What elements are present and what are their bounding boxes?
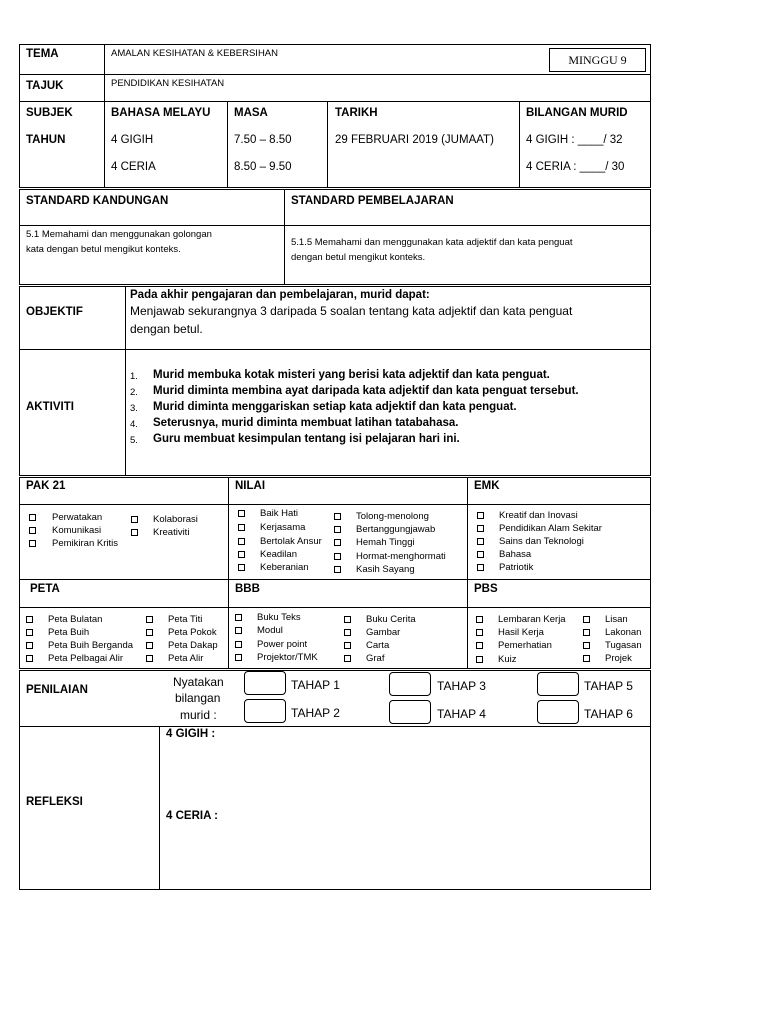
pbs-option: Tugasan <box>605 640 642 651</box>
table-border <box>650 286 651 476</box>
peta-checkbox[interactable] <box>146 616 153 623</box>
objektif-label: OBJEKTIF <box>26 306 83 318</box>
kelas-gigih: 4 GIGIH <box>111 134 154 146</box>
pbs-option: Projek <box>605 653 632 664</box>
nilai-option: Hemah Tinggi <box>356 537 415 548</box>
nilai-checkbox[interactable] <box>238 564 245 571</box>
standard-pembelajaran-label: STANDARD PEMBELAJARAN <box>291 195 454 207</box>
peta-option: Peta Pokok <box>168 627 217 638</box>
pbs-option: Lakonan <box>605 627 642 638</box>
nilai-option: Bertolak Ansur <box>260 536 322 547</box>
pbs-option: Lembaran Kerja <box>498 614 566 625</box>
emk-checkbox[interactable] <box>477 512 484 519</box>
peta-checkbox[interactable] <box>26 616 33 623</box>
table-border <box>650 189 651 285</box>
tarikh-label: TARIKH <box>335 107 378 119</box>
pbs-checkbox[interactable] <box>583 655 590 662</box>
tahap-3-label: TAHAP 3 <box>437 679 486 693</box>
aktiviti-label: AKTIVITI <box>26 401 74 413</box>
aktiviti-num: 3. <box>130 403 138 414</box>
bbb-option: Gambar <box>366 627 401 638</box>
emk-option: Sains dan Teknologi <box>499 536 584 547</box>
nilai-option: Keadilan <box>260 549 297 560</box>
nilai-checkbox[interactable] <box>238 524 245 531</box>
table-border <box>19 286 20 476</box>
bbb-checkbox[interactable] <box>235 627 242 634</box>
tahap-1-label: TAHAP 1 <box>291 678 340 692</box>
table-border <box>19 349 651 350</box>
subjek-label: SUBJEK <box>26 107 73 119</box>
tahun-label: TAHUN <box>26 134 66 146</box>
tahap-6-label: TAHAP 6 <box>584 707 633 721</box>
penilaian-prompt: murid : <box>180 708 217 722</box>
nilai-checkbox[interactable] <box>238 510 245 517</box>
tahap-2-label: TAHAP 2 <box>291 706 340 720</box>
penilaian-prompt: bilangan <box>175 691 221 705</box>
table-border <box>159 726 160 890</box>
table-border <box>228 477 229 669</box>
table-border <box>19 668 651 669</box>
pak21-label: PAK 21 <box>26 480 66 492</box>
table-border <box>19 189 20 285</box>
pbs-checkbox[interactable] <box>583 642 590 649</box>
standard-kandungan-line1: 5.1 Memahami dan menggunakan golongan <box>26 229 212 240</box>
table-border <box>19 74 651 75</box>
emk-option: Patriotik <box>499 562 534 573</box>
aktiviti-item: Murid diminta menggariskan setiap kata adjektif dan kata penguat. <box>153 401 517 413</box>
emk-checkbox[interactable] <box>477 525 484 532</box>
table-border <box>19 889 651 890</box>
bilangan-label: BILANGAN MURID <box>526 107 628 119</box>
aktiviti-item: Seterusnya, murid diminta membuat latihan tatabahasa. <box>153 417 459 429</box>
tahap-4-label: TAHAP 4 <box>437 707 486 721</box>
bbb-checkbox[interactable] <box>235 641 242 648</box>
pak21-option: Kolaborasi <box>153 514 198 525</box>
table-border <box>19 504 651 505</box>
table-border <box>19 101 651 102</box>
objektif-line1: Menjawab sekurangnya 3 daripada 5 soalan tentang kata adjektif dan kata penguat <box>130 304 573 318</box>
peta-option: Peta Bulatan <box>48 614 103 625</box>
pak21-checkbox[interactable] <box>131 529 138 536</box>
peta-checkbox[interactable] <box>26 642 33 649</box>
nilai-checkbox[interactable] <box>334 539 341 546</box>
pbs-option: Pemerhatian <box>498 640 552 651</box>
masa-ceria: 8.50 – 9.50 <box>234 161 292 173</box>
nilai-checkbox[interactable] <box>334 513 341 520</box>
subjek-value: BAHASA MELAYU <box>111 107 211 119</box>
aktiviti-num: 1. <box>130 371 138 382</box>
nilai-checkbox[interactable] <box>238 551 245 558</box>
pak21-checkbox[interactable] <box>131 516 138 523</box>
nilai-checkbox[interactable] <box>334 566 341 573</box>
pak21-checkbox[interactable] <box>29 540 36 547</box>
tahap-4-input[interactable] <box>389 700 431 724</box>
penilaian-prompt: Nyatakan <box>173 675 224 689</box>
aktiviti-item: Murid membuka kotak misteri yang berisi kata adjektif dan kata penguat. <box>153 369 550 381</box>
pbs-option: Kuiz <box>498 654 517 665</box>
peta-checkbox[interactable] <box>146 629 153 636</box>
nilai-checkbox[interactable] <box>334 553 341 560</box>
table-border <box>650 670 651 890</box>
table-border <box>19 670 20 890</box>
tahap-6-input[interactable] <box>537 700 579 724</box>
peta-option: Peta Buih <box>48 627 90 638</box>
table-border <box>519 101 520 188</box>
table-border <box>19 286 651 287</box>
table-border <box>19 44 20 188</box>
minggu-text: MINGGU 9 <box>568 53 627 67</box>
table-border <box>19 225 651 226</box>
nilai-option: Kasih Sayang <box>356 564 415 575</box>
table-border <box>650 44 651 188</box>
bbb-checkbox[interactable] <box>235 654 242 661</box>
bbb-option: Buku Cerita <box>366 614 416 625</box>
emk-checkbox[interactable] <box>477 564 484 571</box>
table-border <box>104 44 105 188</box>
table-border <box>19 475 651 476</box>
pak21-option: Perwatakan <box>52 512 103 523</box>
emk-option: Pendidikan Alam Sekitar <box>499 523 602 534</box>
emk-checkbox[interactable] <box>477 551 484 558</box>
emk-label: EMK <box>474 480 500 492</box>
kelas-ceria: 4 CERIA <box>111 161 156 173</box>
masa-gigih: 7.50 – 8.50 <box>234 134 292 146</box>
bbb-option: Graf <box>366 653 385 664</box>
bilangan-gigih: 4 GIGIH : ____/ 32 <box>526 134 623 146</box>
aktiviti-item: Murid diminta membina ayat daripada kata adjektif dan kata penguat tersebut. <box>153 385 579 397</box>
bbb-option: Power point <box>257 639 308 650</box>
standard-kandungan-label: STANDARD KANDUNGAN <box>26 195 169 207</box>
pbs-checkbox[interactable] <box>476 616 483 623</box>
peta-label: PETA <box>30 583 60 595</box>
table-border <box>227 101 228 188</box>
pbs-checkbox[interactable] <box>476 642 483 649</box>
table-border <box>467 477 468 669</box>
peta-option: Peta Pelbagai Alir <box>48 653 123 664</box>
tahap-5-input[interactable] <box>537 672 579 696</box>
masa-label: MASA <box>234 107 268 119</box>
bbb-option: Modul <box>257 625 283 636</box>
peta-checkbox[interactable] <box>26 655 33 662</box>
tarikh-value: 29 FEBRUARI 2019 (JUMAAT) <box>335 134 494 146</box>
table-border <box>19 579 651 580</box>
refleksi-gigih: 4 GIGIH : <box>166 728 216 740</box>
nilai-option: Tolong-menolong <box>356 511 429 522</box>
peta-option: Peta Titi <box>168 614 203 625</box>
tahap-2-input[interactable] <box>244 699 286 723</box>
nilai-option: Hormat-menghormati <box>356 551 446 562</box>
pak21-option: Komunikasi <box>52 525 102 536</box>
table-border <box>125 286 126 476</box>
bbb-checkbox[interactable] <box>344 655 351 662</box>
tahap-5-label: TAHAP 5 <box>584 679 633 693</box>
tema-label: TEMA <box>26 48 59 60</box>
peta-option: Peta Dakap <box>168 640 218 651</box>
pak21-option: Pemikiran Kritis <box>52 538 118 549</box>
pbs-checkbox[interactable] <box>476 629 483 636</box>
nilai-option: Bertanggungjawab <box>356 524 436 535</box>
standard-kandungan-line2: kata dengan betul mengikut konteks. <box>26 244 181 255</box>
bbb-label: BBB <box>235 583 260 595</box>
table-border <box>284 189 285 285</box>
emk-checkbox[interactable] <box>477 538 484 545</box>
table-border <box>19 477 651 478</box>
nilai-checkbox[interactable] <box>238 538 245 545</box>
peta-checkbox[interactable] <box>146 655 153 662</box>
table-border <box>19 670 651 671</box>
pbs-label: PBS <box>474 583 498 595</box>
bbb-checkbox[interactable] <box>344 642 351 649</box>
aktiviti-num: 2. <box>130 387 138 398</box>
standard-pembelajaran-line1: 5.1.5 Memahami dan menggunakan kata adjektif dan kata penguat <box>291 237 573 248</box>
tahap-3-input[interactable] <box>389 672 431 696</box>
emk-option: Kreatif dan Inovasi <box>499 510 578 521</box>
table-border <box>327 101 328 188</box>
peta-option: Peta Alir <box>168 653 204 664</box>
peta-checkbox[interactable] <box>26 629 33 636</box>
bbb-option: Projektor/TMK <box>257 652 318 663</box>
nilai-option: Baik Hati <box>260 508 299 519</box>
objektif-heading: Pada akhir pengajaran dan pembelajaran, murid dapat: <box>130 289 430 301</box>
objektif-line2: dengan betul. <box>130 322 203 336</box>
bbb-option: Carta <box>366 640 390 651</box>
aktiviti-num: 4. <box>130 419 138 430</box>
nilai-label: NILAI <box>235 480 266 492</box>
pak21-checkbox[interactable] <box>29 527 36 534</box>
tahap-1-input[interactable] <box>244 671 286 695</box>
bbb-checkbox[interactable] <box>344 629 351 636</box>
tema-value: AMALAN KESIHATAN & KEBERSIHAN <box>111 48 278 59</box>
pbs-checkbox[interactable] <box>583 616 590 623</box>
peta-checkbox[interactable] <box>146 642 153 649</box>
table-border <box>19 726 651 727</box>
table-border <box>19 607 651 608</box>
bilangan-ceria: 4 CERIA : ____/ 30 <box>526 161 625 173</box>
peta-option: Peta Buih Berganda <box>48 640 134 651</box>
tajuk-label: TAJUK <box>26 80 64 92</box>
bbb-checkbox[interactable] <box>235 614 242 621</box>
pak21-checkbox[interactable] <box>29 514 36 521</box>
tajuk-value: PENDIDIKAN KESIHATAN <box>111 78 225 89</box>
nilai-checkbox[interactable] <box>334 526 341 533</box>
table-border <box>19 44 651 45</box>
pak21-option: Kreativiti <box>153 527 190 538</box>
pbs-option: Lisan <box>605 614 628 625</box>
penilaian-label: PENILAIAN <box>26 684 88 696</box>
pbs-checkbox[interactable] <box>583 629 590 636</box>
table-border <box>19 187 651 188</box>
refleksi-ceria: 4 CERIA : <box>166 810 218 822</box>
minggu-badge <box>549 48 646 72</box>
standard-pembelajaran-line2: dengan betul mengikut konteks. <box>291 252 426 263</box>
nilai-option: Keberanian <box>260 562 309 573</box>
pbs-checkbox[interactable] <box>476 656 483 663</box>
refleksi-label: REFLEKSI <box>26 796 83 808</box>
pbs-option: Hasil Kerja <box>498 627 544 638</box>
nilai-option: Kerjasama <box>260 522 306 533</box>
table-border <box>19 477 20 669</box>
table-border <box>19 189 651 190</box>
aktiviti-item: Guru membuat kesimpulan tentang isi pelajaran hari ini. <box>153 433 460 445</box>
table-border <box>19 284 651 285</box>
aktiviti-num: 5. <box>130 435 138 446</box>
bbb-checkbox[interactable] <box>344 616 351 623</box>
bbb-option: Buku Teks <box>257 612 301 623</box>
table-border <box>650 477 651 669</box>
emk-option: Bahasa <box>499 549 532 560</box>
